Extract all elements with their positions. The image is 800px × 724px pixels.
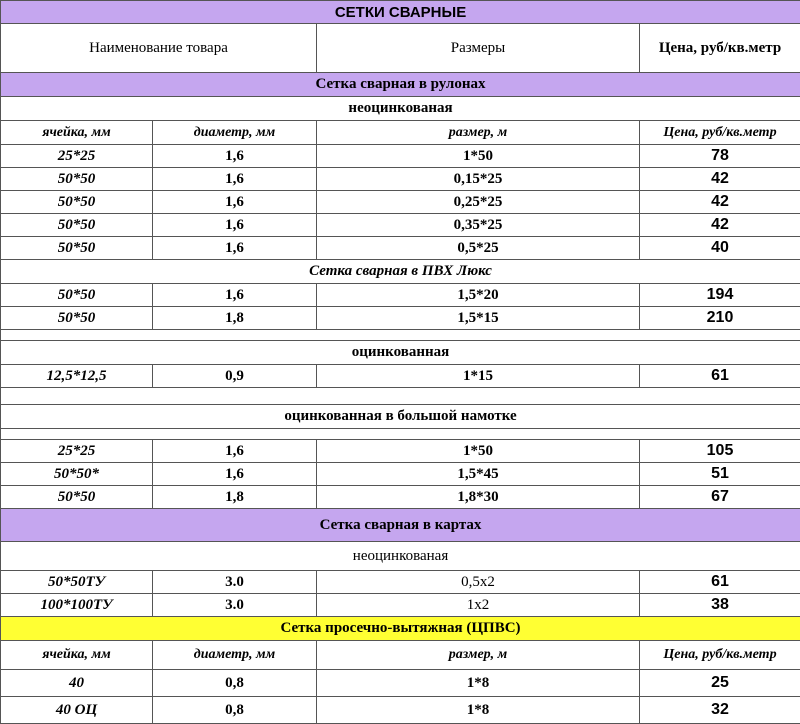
col-header-diameter: диаметр, мм bbox=[153, 121, 317, 145]
cell-size: 50*50 bbox=[1, 237, 153, 260]
cell-size: 50*50 bbox=[1, 168, 153, 191]
price-value: 194 bbox=[640, 284, 800, 307]
section-cards: Сетка сварная в картах bbox=[1, 509, 800, 542]
roll-size: 1,8*30 bbox=[317, 486, 640, 509]
section-rolls: Сетка сварная в рулонах bbox=[1, 73, 800, 97]
cell-size: 40 bbox=[1, 670, 153, 697]
table-row bbox=[1, 168, 800, 191]
table-title: СЕТКИ СВАРНЫЕ bbox=[1, 1, 800, 24]
col-header-cell: ячейка, мм bbox=[1, 121, 153, 145]
card-size: 0,5х2 bbox=[317, 571, 640, 594]
roll-size: 1*50 bbox=[317, 145, 640, 168]
table-row bbox=[1, 697, 800, 724]
section-row bbox=[1, 509, 800, 542]
section-row bbox=[1, 73, 800, 97]
price-value: 78 bbox=[640, 145, 800, 168]
table-row bbox=[1, 440, 800, 463]
wire-diameter: 1,6 bbox=[153, 145, 317, 168]
cell-size: 50*50* bbox=[1, 463, 153, 486]
subsection-galvanized: оцинкованная bbox=[1, 341, 800, 365]
table-row bbox=[1, 670, 800, 697]
subsection-cards-uncoated: неоцинкованая bbox=[1, 542, 800, 571]
section-row bbox=[1, 617, 800, 641]
column-header-row bbox=[1, 641, 800, 670]
roll-size: 0,5*25 bbox=[317, 237, 640, 260]
subsection-galvanized-big: оцинкованная в большой намотке bbox=[1, 405, 800, 429]
cell-size: 40 ОЦ bbox=[1, 697, 153, 724]
wire-diameter: 3.0 bbox=[153, 594, 317, 617]
sheet-size: 1*8 bbox=[317, 670, 640, 697]
table-row bbox=[1, 284, 800, 307]
cell-size: 50*50 bbox=[1, 486, 153, 509]
wire-diameter: 1,6 bbox=[153, 191, 317, 214]
wire-diameter: 0,8 bbox=[153, 670, 317, 697]
price-value: 38 bbox=[640, 594, 800, 617]
cell-size: 50*50 bbox=[1, 307, 153, 330]
price-value: 32 bbox=[640, 697, 800, 724]
column-header-row bbox=[1, 121, 800, 145]
table-row bbox=[1, 571, 800, 594]
card-size: 1х2 bbox=[317, 594, 640, 617]
price-value: 61 bbox=[640, 571, 800, 594]
table-title-row bbox=[1, 1, 800, 24]
header-price: Цена, руб/кв.метр bbox=[640, 24, 800, 73]
subsection-row bbox=[1, 97, 800, 121]
section-expanded: Сетка просечно-вытяжная (ЦПВС) bbox=[1, 617, 800, 641]
price-value: 25 bbox=[640, 670, 800, 697]
col-header-diameter: диаметр, мм bbox=[153, 641, 317, 670]
subsection-row bbox=[1, 341, 800, 365]
table-row bbox=[1, 486, 800, 509]
col-header-price: Цена, руб/кв.метр bbox=[640, 641, 800, 670]
cell-size: 50*50 bbox=[1, 284, 153, 307]
wire-diameter: 1,8 bbox=[153, 307, 317, 330]
col-header-price: Цена, руб/кв.метр bbox=[640, 121, 800, 145]
col-header-size: размер, м bbox=[317, 641, 640, 670]
price-value: 42 bbox=[640, 214, 800, 237]
roll-size: 1,5*20 bbox=[317, 284, 640, 307]
table-row bbox=[1, 365, 800, 388]
cell-size: 25*25 bbox=[1, 440, 153, 463]
table-row bbox=[1, 594, 800, 617]
price-value: 210 bbox=[640, 307, 800, 330]
wire-diameter: 1,6 bbox=[153, 440, 317, 463]
wire-diameter: 1,6 bbox=[153, 214, 317, 237]
table-row bbox=[1, 237, 800, 260]
roll-size: 0,25*25 bbox=[317, 191, 640, 214]
cell-size: 12,5*12,5 bbox=[1, 365, 153, 388]
spacer-row bbox=[1, 330, 800, 341]
spacer-row bbox=[1, 429, 800, 440]
table-row bbox=[1, 463, 800, 486]
roll-size: 1*50 bbox=[317, 440, 640, 463]
cell-size: 50*50 bbox=[1, 191, 153, 214]
price-value: 67 bbox=[640, 486, 800, 509]
header-sizes: Размеры bbox=[317, 24, 640, 73]
wire-diameter: 1,8 bbox=[153, 486, 317, 509]
col-header-cell: ячейка, мм bbox=[1, 641, 153, 670]
wire-diameter: 3.0 bbox=[153, 571, 317, 594]
cell-size: 50*50ТУ bbox=[1, 571, 153, 594]
wire-diameter: 1,6 bbox=[153, 463, 317, 486]
wire-diameter: 0,9 bbox=[153, 365, 317, 388]
subsection-row bbox=[1, 405, 800, 429]
spacer-row bbox=[1, 388, 800, 405]
roll-size: 1,5*45 bbox=[317, 463, 640, 486]
price-value: 42 bbox=[640, 191, 800, 214]
price-value: 105 bbox=[640, 440, 800, 463]
subsection-pvc: Сетка сварная в ПВХ Люкс bbox=[1, 260, 800, 284]
roll-size: 0,15*25 bbox=[317, 168, 640, 191]
table-row bbox=[1, 145, 800, 168]
roll-size: 0,35*25 bbox=[317, 214, 640, 237]
table-row bbox=[1, 307, 800, 330]
cell-size: 100*100ТУ bbox=[1, 594, 153, 617]
wire-diameter: 1,6 bbox=[153, 237, 317, 260]
price-value: 40 bbox=[640, 237, 800, 260]
table-row bbox=[1, 214, 800, 237]
sheet-size: 1*8 bbox=[317, 697, 640, 724]
roll-size: 1*15 bbox=[317, 365, 640, 388]
price-value: 51 bbox=[640, 463, 800, 486]
col-header-size: размер, м bbox=[317, 121, 640, 145]
subsection-row bbox=[1, 542, 800, 571]
table-header-row bbox=[1, 24, 800, 73]
header-name: Наименование товара bbox=[1, 24, 317, 73]
wire-diameter: 0,8 bbox=[153, 697, 317, 724]
price-value: 42 bbox=[640, 168, 800, 191]
subsection-rolls-uncoated: неоцинкованая bbox=[1, 97, 800, 121]
price-value: 61 bbox=[640, 365, 800, 388]
cell-size: 50*50 bbox=[1, 214, 153, 237]
cell-size: 25*25 bbox=[1, 145, 153, 168]
roll-size: 1,5*15 bbox=[317, 307, 640, 330]
wire-diameter: 1,6 bbox=[153, 168, 317, 191]
table-row bbox=[1, 191, 800, 214]
subsection-row bbox=[1, 260, 800, 284]
wire-diameter: 1,6 bbox=[153, 284, 317, 307]
